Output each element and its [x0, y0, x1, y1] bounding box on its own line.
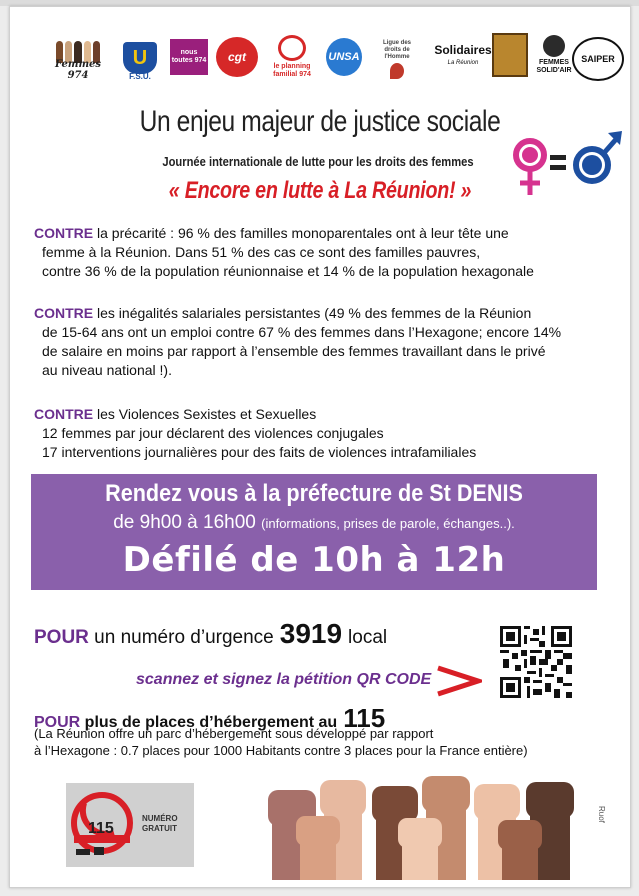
pour-keyword: POUR: [34, 714, 81, 731]
logo-solidaires: [426, 39, 500, 75]
logo-unsa: [324, 35, 364, 79]
page-title: Un enjeu majeur de justice sociale: [139, 105, 501, 138]
urgence-number: 3919: [279, 618, 343, 649]
note-line: à l’Hexagone : 0.7 places pour 1000 Habitants contre 3 places pour la France entière): [34, 743, 528, 758]
badge-label-2: GRATUIT: [142, 824, 177, 833]
note-line: (La Réunion offre un parc d’hébergement sous développé par rapport: [34, 726, 434, 741]
hebergement-note: [34, 725, 604, 759]
arrow-right-icon: [436, 664, 482, 698]
partner-logos: [46, 31, 626, 83]
badge-label-1: NUMÉRO: [142, 814, 178, 823]
female-symbol-icon: [516, 141, 544, 195]
phone-icon: [66, 783, 194, 867]
logo-noustoutes: nous toutes 974: [170, 39, 208, 75]
pour-keyword: POUR: [34, 627, 89, 648]
hebergement-number: 115: [343, 703, 386, 733]
banner-march: Défilé de 10h à 12h: [122, 540, 506, 580]
qr-code-icon[interactable]: [500, 626, 572, 698]
contre-line: les Violences Sexistes et Sexuelles: [93, 406, 317, 422]
slogan-quote: « Encore en lutte à La Réunion! »: [168, 177, 472, 204]
contre-line: de salaire en moins par rapport à l’ensemble des femmes travaillant dans le privé: [42, 343, 546, 359]
banner-hours: [31, 512, 597, 534]
logo-femmes974-text: Femmes 974: [54, 59, 102, 81]
male-symbol-icon: [576, 131, 622, 181]
credit-text: Ruof: [597, 806, 606, 823]
logo-painting-icon: [492, 33, 528, 77]
fsu-mark: U: [123, 42, 157, 74]
contre-keyword: CONTRE: [34, 406, 94, 422]
contre-precarite: [34, 224, 594, 281]
contre-line: les inégalités salariales persistantes (49 % des femmes de la Réunion: [93, 305, 532, 321]
logo-femmes974: [46, 41, 110, 83]
contre-line: contre 36 % de la population réunionnaise et 14 % de la population hexagonale: [42, 263, 534, 279]
gender-equality-icon: [510, 125, 630, 199]
petition-text: scannez et signez la pétition QR CODE: [136, 671, 432, 688]
pour-text: plus de places d’hébergement au: [80, 714, 338, 731]
contre-violences: [34, 405, 594, 462]
logo-unsa-text: UNSA: [326, 38, 362, 76]
badge-number: 115: [88, 820, 114, 837]
banner-location: Rendez vous à la préfecture de St DENIS: [105, 480, 523, 507]
ldh-figure-icon: [390, 63, 404, 79]
logo-solidaires-sub: La Réunion: [447, 60, 479, 66]
logo-planning-text: le planning familial 974: [273, 63, 311, 78]
contre-line: femme à la Réunion. Dans 51 % des cas ce sont des familles pauvres,: [42, 244, 481, 260]
contre-line: de 15-64 ans ont un emploi contre 67 % des femmes dans l’Hexagone; encore 14%: [42, 324, 562, 340]
femmes-solidair-icon: [543, 35, 565, 57]
page-subtitle: Journée internationale de lutte pour les droits des femmes: [162, 154, 474, 169]
logo-saiper: SAIPER: [572, 37, 624, 81]
logo-cgt: cgt: [216, 37, 258, 77]
logo-solidaires-text: Solidaires: [434, 43, 492, 57]
raised-fists-icon: [262, 768, 592, 880]
numero-115-badge: [66, 783, 194, 867]
logo-fsu-text: F.S.U.: [129, 72, 151, 81]
banner-hours-main: de 9h00 à 16h00: [113, 512, 262, 533]
logo-planning-familial: [268, 35, 316, 79]
contre-line: la précarité : 96 % des familles monoparentales ont à leur tête une: [93, 225, 509, 241]
logo-fsu: [118, 35, 162, 81]
contre-line: 12 femmes par jour déclarent des violences conjugales: [42, 425, 384, 441]
pour-text: un numéro d’urgence: [88, 627, 274, 648]
contre-line: au niveau national !).: [42, 362, 172, 378]
banner-hours-detail: (informations, prises de parole, échanges..).: [261, 516, 515, 531]
pour-urgence: [34, 618, 387, 650]
planning-circle-icon: [278, 35, 306, 61]
contre-inegalites: [34, 304, 604, 380]
contre-line: 17 interventions journalières pour des faits de violences intrafamiliales: [42, 444, 477, 460]
contre-keyword: CONTRE: [34, 225, 94, 241]
logo-ldh: [374, 35, 420, 83]
contre-keyword: CONTRE: [34, 305, 94, 321]
equals-icon: [550, 155, 566, 170]
logo-ldh-text: Ligue des droits de l'Homme: [382, 39, 411, 60]
logo-femmes-solidair-text: FEMMES SOLID'AIR: [536, 59, 572, 74]
rendezvous-banner: [31, 474, 597, 590]
pour-text-after: local: [348, 627, 388, 648]
